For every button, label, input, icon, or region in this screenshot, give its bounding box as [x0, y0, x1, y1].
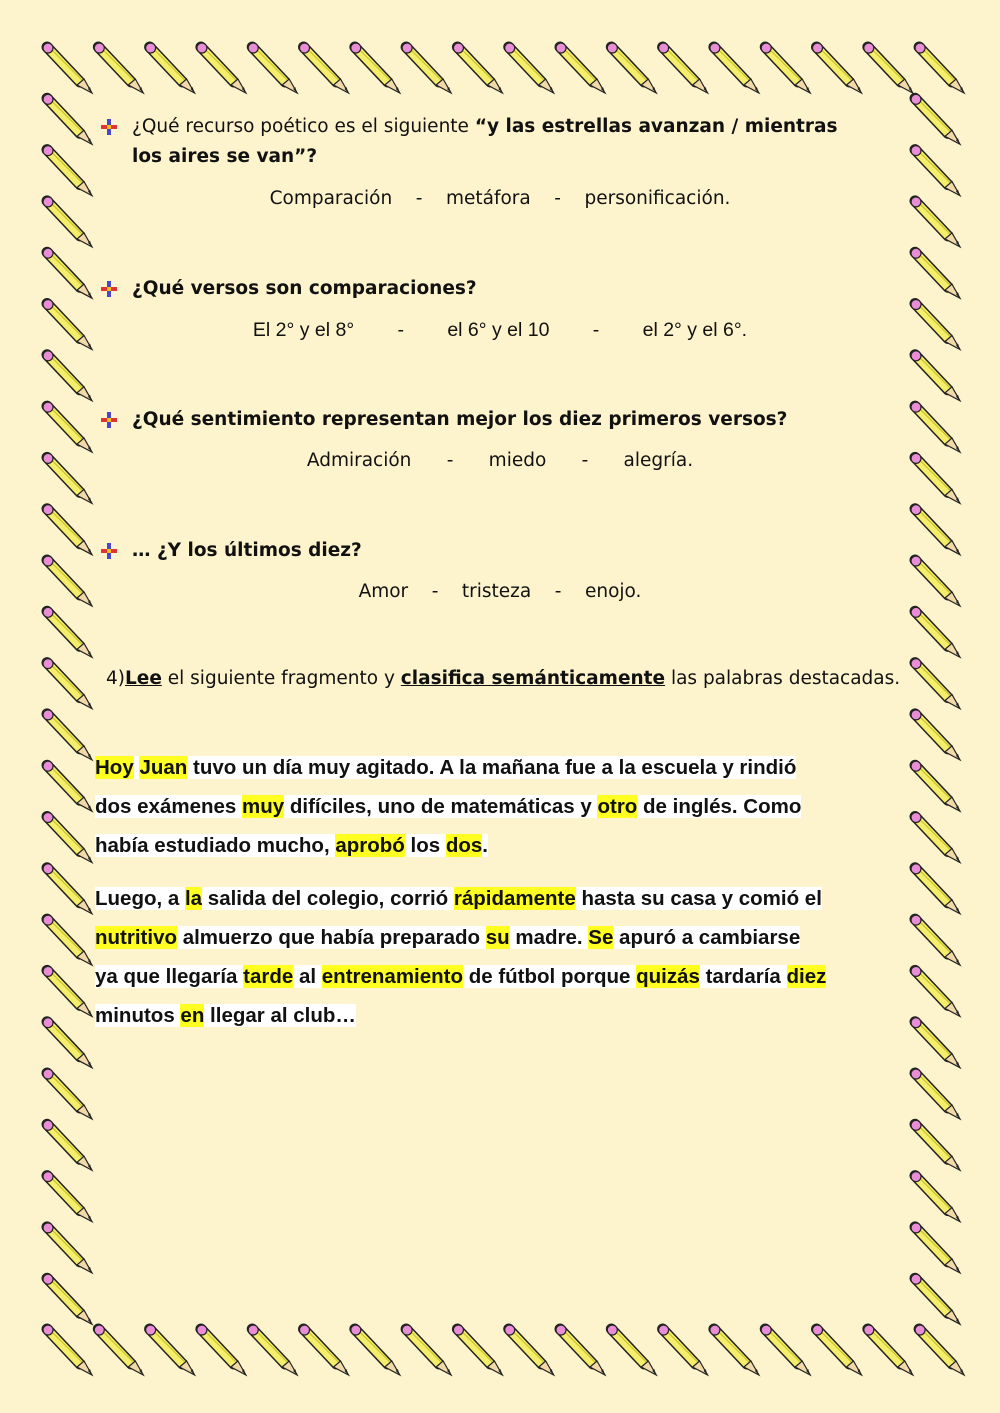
- option: metáfora: [445, 188, 531, 209]
- pencil-icon: [915, 1325, 964, 1375]
- plus-cross-bullet-icon: [100, 542, 118, 560]
- pencil-icon: [556, 1325, 605, 1375]
- pencil-icon: [911, 505, 960, 555]
- pencil-icon: [911, 351, 960, 401]
- pencil-icon: [505, 1325, 554, 1375]
- fragment-line: [95, 879, 915, 918]
- instruction-number: 4): [106, 668, 125, 689]
- question-3-text: ¿Qué sentimiento representan mejor los diez primeros versos?: [132, 409, 788, 430]
- pencil-icon: [94, 1325, 143, 1375]
- fragment-text: dos exámenes: [95, 795, 242, 818]
- question-4-text: … ¿Y los últimos diez?: [132, 540, 362, 561]
- fragment-text: los: [404, 834, 446, 857]
- question-1-bold: “y las estrellas avanzan / mientras los aires se van”?: [132, 116, 838, 167]
- pencil-icon: [911, 300, 960, 350]
- pencil-icon: [43, 1274, 92, 1324]
- pencil-icon: [761, 1325, 810, 1375]
- option: Amor: [358, 581, 409, 602]
- question-2-text: ¿Qué versos son comparaciones?: [132, 278, 477, 299]
- pencil-icon: [556, 43, 605, 93]
- fragment-text: al: [293, 965, 322, 988]
- fragment-paragraph-2: [95, 879, 915, 1035]
- fragment-line: [95, 787, 915, 826]
- question-1-prefix: ¿Qué recurso poético es el siguiente: [132, 116, 475, 137]
- pencil-icon: [197, 1325, 246, 1375]
- fragment-text: minutos: [95, 1004, 181, 1027]
- pencil-icon: [43, 351, 92, 401]
- pencil-icon: [911, 556, 960, 606]
- pencil-icon: [248, 1325, 297, 1375]
- pencil-icon: [43, 1223, 92, 1273]
- instruction-word-lee: Lee: [125, 668, 162, 689]
- pencil-icon: [659, 1325, 708, 1375]
- pencil-icon: [911, 1120, 960, 1170]
- pencil-icon: [911, 1274, 960, 1324]
- pencil-icon: [402, 1325, 451, 1375]
- highlighted-word: dos: [445, 834, 483, 857]
- plus-cross-bullet-icon: [100, 280, 118, 298]
- highlighted-word: tarde: [243, 965, 294, 988]
- highlighted-word: Se: [588, 926, 614, 949]
- pencil-icon: [813, 1325, 862, 1375]
- option: personificación.: [584, 188, 731, 209]
- highlighted-word: Juan: [139, 756, 188, 779]
- pencil-icon: [915, 43, 964, 93]
- option: El 2° y el 8°: [252, 319, 355, 341]
- pencil-icon: [911, 607, 960, 657]
- pencil-icon: [43, 813, 92, 863]
- fragment-text: llegar al club…: [204, 1004, 356, 1027]
- fragment-line: [95, 957, 915, 996]
- pencil-icon: [911, 864, 960, 914]
- option: el 2° y el 6°.: [642, 319, 748, 341]
- option: el 6° y el 10: [447, 319, 550, 341]
- fragment-paragraph-1: [95, 748, 915, 865]
- pencil-icon: [43, 1325, 92, 1375]
- pencil-icon: [43, 710, 92, 760]
- instruction-mid: el siguiente fragmento y: [161, 668, 401, 689]
- plus-cross-bullet-icon: [100, 118, 118, 136]
- pencil-icon: [607, 1325, 656, 1375]
- pencil-icon: [351, 43, 400, 93]
- fragment-text: apuró a cambiarse: [613, 926, 801, 949]
- pencil-icon: [911, 402, 960, 452]
- pencil-icon: [505, 43, 554, 93]
- question-1-options: Comparación - metáfora - personificación.: [269, 188, 731, 209]
- fragment-text: de fútbol porque: [463, 965, 637, 988]
- fragment-line: [95, 748, 915, 787]
- pencil-icon: [911, 761, 960, 811]
- pencil-icon: [911, 1018, 960, 1068]
- pencil-icon: [911, 146, 960, 196]
- question-4-options: Amor - tristeza - enojo.: [358, 581, 642, 602]
- fragment-text: salida del colegio, corrió: [202, 887, 454, 910]
- pencil-icon: [43, 505, 92, 555]
- pencil-icon: [351, 1325, 400, 1375]
- pencil-icon: [911, 248, 960, 298]
- pencil-icon: [43, 197, 92, 247]
- fragment-text: tuvo un día muy agitado. A la mañana fue a la escuela y rindió: [187, 756, 797, 779]
- pencil-icon: [911, 1069, 960, 1119]
- pencil-icon: [402, 43, 451, 93]
- pencil-icon: [43, 659, 92, 709]
- fragment-text: madre.: [509, 926, 589, 949]
- pencil-icon: [911, 915, 960, 965]
- pencil-icon: [43, 43, 92, 93]
- pencil-icon: [43, 607, 92, 657]
- pencil-icon: [43, 1120, 92, 1170]
- instruction: [106, 668, 906, 689]
- pencil-icon: [146, 43, 195, 93]
- pencil-icon: [911, 197, 960, 247]
- option: tristeza: [461, 581, 532, 602]
- pencil-icon: [300, 43, 349, 93]
- highlighted-word: su: [485, 926, 510, 949]
- pencil-icon: [43, 248, 92, 298]
- pencil-icon: [453, 43, 502, 93]
- fragment-text: almuerzo que había preparado: [177, 926, 486, 949]
- fragment-line: [95, 826, 915, 865]
- pencil-icon: [43, 1069, 92, 1119]
- pencil-icon: [911, 94, 960, 144]
- option: alegría.: [623, 450, 694, 471]
- pencil-icon: [911, 710, 960, 760]
- fragment-text: hasta su casa y comió el: [575, 887, 822, 910]
- highlighted-word: muy: [242, 795, 285, 818]
- fragment-text: de inglés. Como: [637, 795, 802, 818]
- pencil-icon: [94, 43, 143, 93]
- pencil-icon: [146, 1325, 195, 1375]
- pencil-icon: [43, 300, 92, 350]
- pencil-icon: [43, 453, 92, 503]
- fragment-line: [95, 996, 915, 1035]
- highlighted-word: aprobó: [335, 834, 405, 857]
- option: Comparación: [269, 188, 393, 209]
- pencil-icon: [453, 1325, 502, 1375]
- pencil-icon: [197, 43, 246, 93]
- pencil-icon: [607, 43, 656, 93]
- pencil-icon: [43, 94, 92, 144]
- highlighted-word: entrenamiento: [321, 965, 464, 988]
- option: miedo: [488, 450, 547, 471]
- highlighted-word: nutritivo: [95, 926, 177, 949]
- highlighted-word: en: [180, 1004, 205, 1027]
- fragment-text: Luego, a: [95, 887, 185, 910]
- question-3-options: Admiración - miedo - alegría.: [306, 450, 694, 471]
- pencil-icon: [864, 43, 913, 93]
- pencil-icon: [43, 761, 92, 811]
- question-2-options: El 2° y el 8° - el 6° y el 10 - el 2° y el 6°.: [252, 319, 748, 341]
- pencil-icon: [911, 453, 960, 503]
- pencil-icon: [710, 1325, 759, 1375]
- pencil-icon: [43, 1172, 92, 1222]
- pencil-icon: [248, 43, 297, 93]
- fragment-text: difíciles, uno de matemáticas y: [284, 795, 598, 818]
- option: enojo.: [584, 581, 642, 602]
- pencil-icon: [813, 43, 862, 93]
- fragment-text: había estudiado mucho,: [95, 834, 336, 857]
- fragment-text: .: [482, 834, 488, 857]
- pencil-icon: [43, 864, 92, 914]
- pencil-icon: [300, 1325, 349, 1375]
- highlighted-word: otro: [597, 795, 638, 818]
- option: Admiración: [306, 450, 412, 471]
- pencil-icon: [911, 659, 960, 709]
- highlighted-word: quizás: [636, 965, 700, 988]
- highlighted-word: diez: [786, 965, 827, 988]
- pencil-icon: [761, 43, 810, 93]
- pencil-icon: [911, 966, 960, 1016]
- plus-cross-bullet-icon: [100, 411, 118, 429]
- pencil-icon: [43, 1018, 92, 1068]
- highlighted-word: rápidamente: [453, 887, 576, 910]
- highlighted-word: Hoy: [95, 756, 134, 779]
- pencil-icon: [659, 43, 708, 93]
- pencil-icon: [43, 966, 92, 1016]
- pencil-icon: [911, 813, 960, 863]
- pencil-icon: [43, 146, 92, 196]
- pencil-icon: [911, 1223, 960, 1273]
- pencil-icon: [43, 402, 92, 452]
- pencil-icon: [43, 915, 92, 965]
- pencil-icon: [911, 1172, 960, 1222]
- instruction-end: las palabras destacadas.: [665, 668, 901, 689]
- instruction-word-clasifica: clasifica semánticamente: [400, 668, 666, 689]
- pencil-icon: [710, 43, 759, 93]
- highlighted-word: la: [184, 887, 203, 910]
- pencil-icon: [43, 556, 92, 606]
- fragment-text: ya que llegaría: [95, 965, 244, 988]
- pencil-icon: [864, 1325, 913, 1375]
- fragment-text: tardaría: [699, 965, 787, 988]
- fragment-line: [95, 918, 915, 957]
